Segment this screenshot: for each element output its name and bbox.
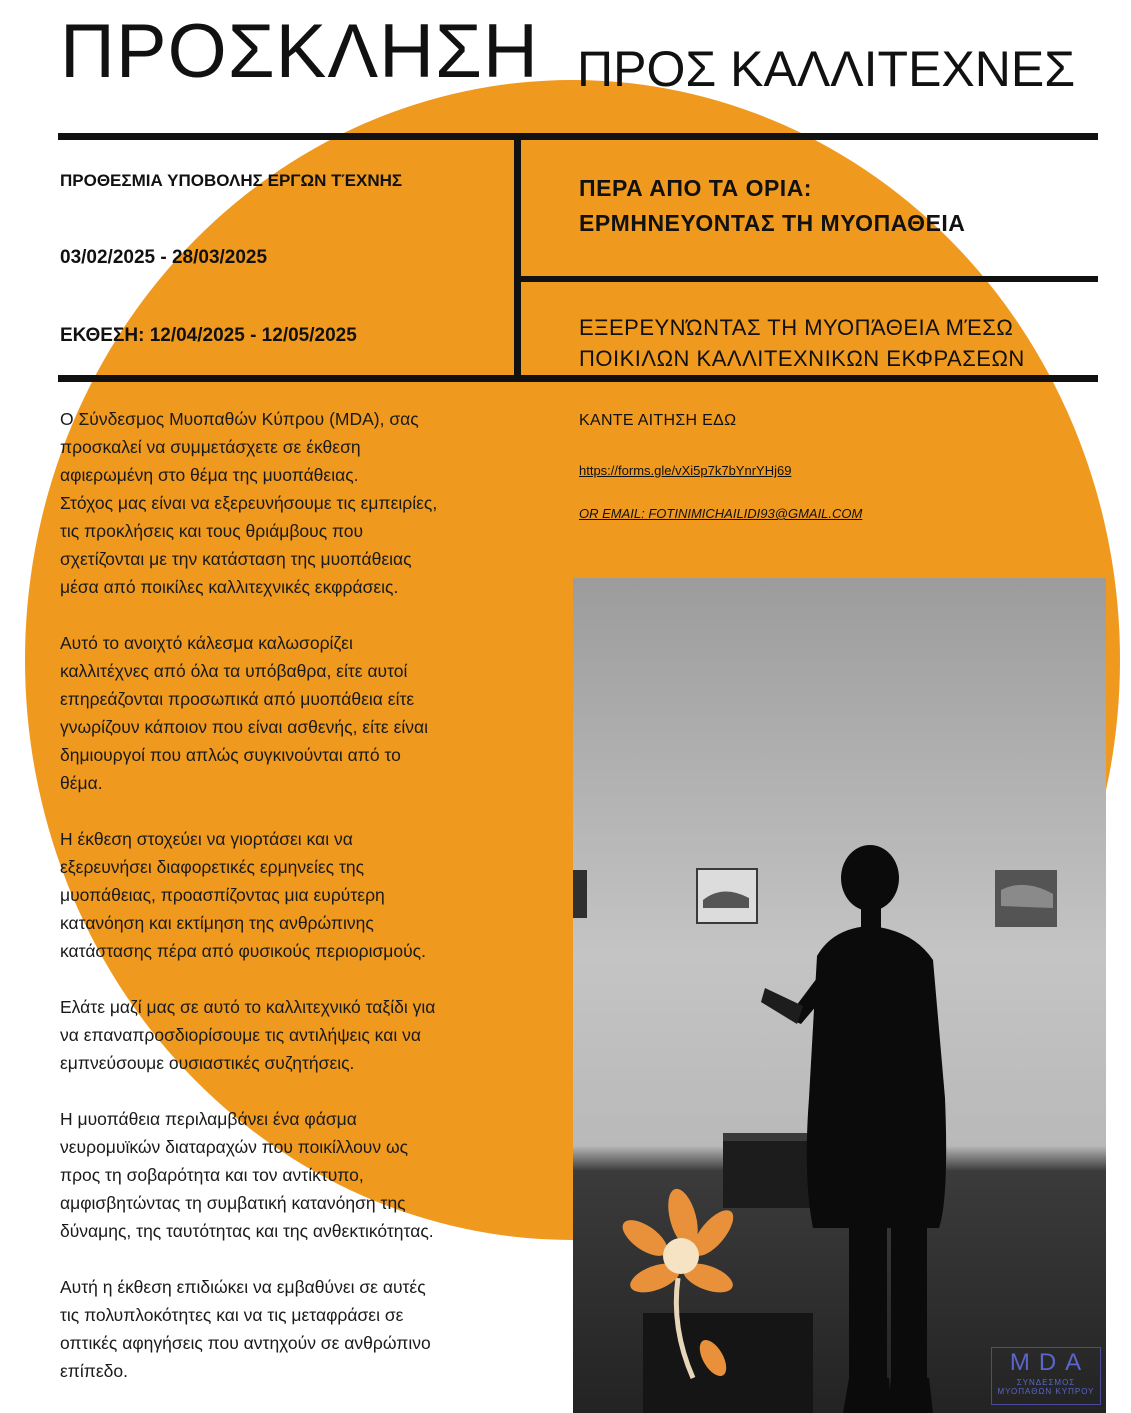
vertical-divider bbox=[514, 140, 521, 380]
logo-line-2: ΜΥΟΠΑΘΩΝ ΚΥΠΡΟΥ bbox=[997, 1387, 1095, 1396]
contact-email-link[interactable]: OR EMAIL: FOTINIMICHAILIDI93@GMAIL.COM bbox=[579, 506, 863, 521]
body-line: Αυτή η έκθεση επιδιώκει να εμβαθύνει σε αυτές bbox=[60, 1277, 426, 1297]
body-line: σχετίζονται με την κατάσταση της μυοπάθειας bbox=[60, 549, 412, 569]
application-form-link[interactable]: https://forms.gle/vXi5p7k7bYnrYHj69 bbox=[579, 463, 792, 478]
page-subtitle: ΠΡΟΣ ΚΑΛΛΙΤΕΧΝΕΣ bbox=[577, 41, 1076, 97]
body-paragraph-2 bbox=[60, 629, 540, 797]
body-line: προς τη σοβαρότητα και τον αντίκτυπο, bbox=[60, 1165, 364, 1185]
body-line: κατάστασης πέρα από φυσικούς περιορισμούς. bbox=[60, 941, 426, 961]
body-line: γνωρίζουν κάποιον που είναι ασθενής, είτε είναι bbox=[60, 717, 429, 737]
body-paragraph-6 bbox=[60, 1273, 540, 1385]
body-line: Η έκθεση στοχεύει να γιορτάσει και να bbox=[60, 829, 353, 849]
body-line: δύναμης, της ταυτότητας και της ανθεκτικότητας. bbox=[60, 1221, 434, 1241]
body-line: αφιερωμένη στο θέμα της μυοπάθειας. bbox=[60, 465, 359, 485]
body-line: μυοπάθειας, προασπίζοντας μια ευρύτερη bbox=[60, 885, 385, 905]
subheadline-line-2: ΠΟΙΚΙΛΩΝ ΚΑΛΛΙΤΕΧΝΙΚΩΝ ΕΚΦΡΑΣΕΩΝ bbox=[579, 346, 1025, 371]
exhibition-dates: ΕΚΘΕΣΗ: 12/04/2025 - 12/05/2025 bbox=[60, 325, 357, 346]
apply-label: ΚΑΝΤΕ ΑΙΤΗΣΗ ΕΔΩ bbox=[579, 412, 737, 429]
body-line: εξερευνήσει διαφορετικές ερμηνείες της bbox=[60, 857, 365, 877]
body-line: τις πολυπλοκότητες και να τις μεταφράσει σε bbox=[60, 1305, 404, 1325]
body-line: επίπεδο. bbox=[60, 1361, 128, 1381]
deadline-label: ΠΡΟΘΕΣΜΙΑ ΥΠΟΒΟΛΗΣ ΕΡΓΩΝ ΤΈΧΝΗΣ bbox=[60, 171, 403, 190]
logo-line-1: ΣΥΝΔΕΣΜΟΣ bbox=[1016, 1378, 1076, 1387]
headline-line-1: ΠΕΡΑ ΑΠΟ ΤΑ ΟΡΙΑ: bbox=[579, 175, 812, 201]
body-line: καλλιτέχνες από όλα τα υπόβαθρα, είτε αυτοί bbox=[60, 661, 408, 681]
body-paragraph-4 bbox=[60, 993, 540, 1077]
body-line: Στόχος μας είναι να εξερευνήσουμε τις εμπειρίες, bbox=[60, 493, 438, 513]
body-line: προσκαλεί να συμμετάσχετε σε έκθεση bbox=[60, 437, 361, 457]
headline-line-2: ΕΡΜΗΝΕΥΟΝΤΑΣ ΤΗ ΜΥΟΠΑΘΕΙΑ bbox=[579, 210, 966, 236]
body-paragraph-3 bbox=[60, 825, 540, 965]
body-line: δημιουργοί που απλώς συγκινούνται από το bbox=[60, 745, 401, 765]
body-line: μέσα από ποικίλες καλλιτεχνικές εκφράσεις. bbox=[60, 577, 399, 597]
submission-dates: 03/02/2025 - 28/03/2025 bbox=[60, 247, 268, 268]
body-line: οπτικές αφηγήσεις που αντηχούν σε ανθρώπινο bbox=[60, 1333, 431, 1353]
body-line: θέμα. bbox=[60, 773, 103, 793]
body-line: νευρομυϊκών διαταραχών που ποικίλλουν ως bbox=[60, 1137, 409, 1157]
invitation-body bbox=[60, 405, 540, 1413]
body-line: επηρεάζονται προσωπικά από μυοπάθεια είτε bbox=[60, 689, 415, 709]
body-line: αμφισβητώντας τη συμβατική κατανόηση της bbox=[60, 1193, 406, 1213]
body-line: Ελάτε μαζί μας σε αυτό το καλλιτεχνικό ταξίδι για bbox=[60, 997, 436, 1017]
page-title: ΠΡΟΣΚΛΗΣΗ bbox=[60, 9, 539, 94]
body-line: τις προκλήσεις και τους θριάμβους που bbox=[60, 521, 364, 541]
mda-logo bbox=[991, 1347, 1101, 1405]
exhibition-subheadline bbox=[579, 312, 1025, 374]
body-line: να επαναπροσδιορίσουμε τις αντιλήψεις και να bbox=[60, 1025, 421, 1045]
body-paragraph-5 bbox=[60, 1105, 540, 1245]
body-line: Ο Σύνδεσμος Μυοπαθών Κύπρου (MDA), σας bbox=[60, 409, 419, 429]
body-line: Η μυοπάθεια περιλαμβάνει ένα φάσμα bbox=[60, 1109, 357, 1129]
body-paragraph-1 bbox=[60, 405, 540, 601]
body-line: Αυτό το ανοιχτό κάλεσμα καλωσορίζει bbox=[60, 633, 353, 653]
body-line: κατανόηση και εκτίμηση της ανθρώπινης bbox=[60, 913, 374, 933]
gallery-visitor-photo bbox=[573, 578, 1106, 1413]
top-divider bbox=[58, 133, 1098, 140]
logo-mark: MDA bbox=[1009, 1349, 1091, 1376]
body-line: εμπνεύσουμε ουσιαστικές συζητήσεις. bbox=[60, 1053, 355, 1073]
header-bottom-divider bbox=[58, 375, 1098, 382]
exhibition-headline bbox=[579, 171, 965, 241]
headline-divider bbox=[521, 276, 1098, 282]
subheadline-line-1: ΕΞΕΡΕΥΝΏΝΤΑΣ ΤΗ ΜΥΟΠΆΘΕΙΑ ΜΈΣΩ bbox=[579, 315, 1014, 340]
